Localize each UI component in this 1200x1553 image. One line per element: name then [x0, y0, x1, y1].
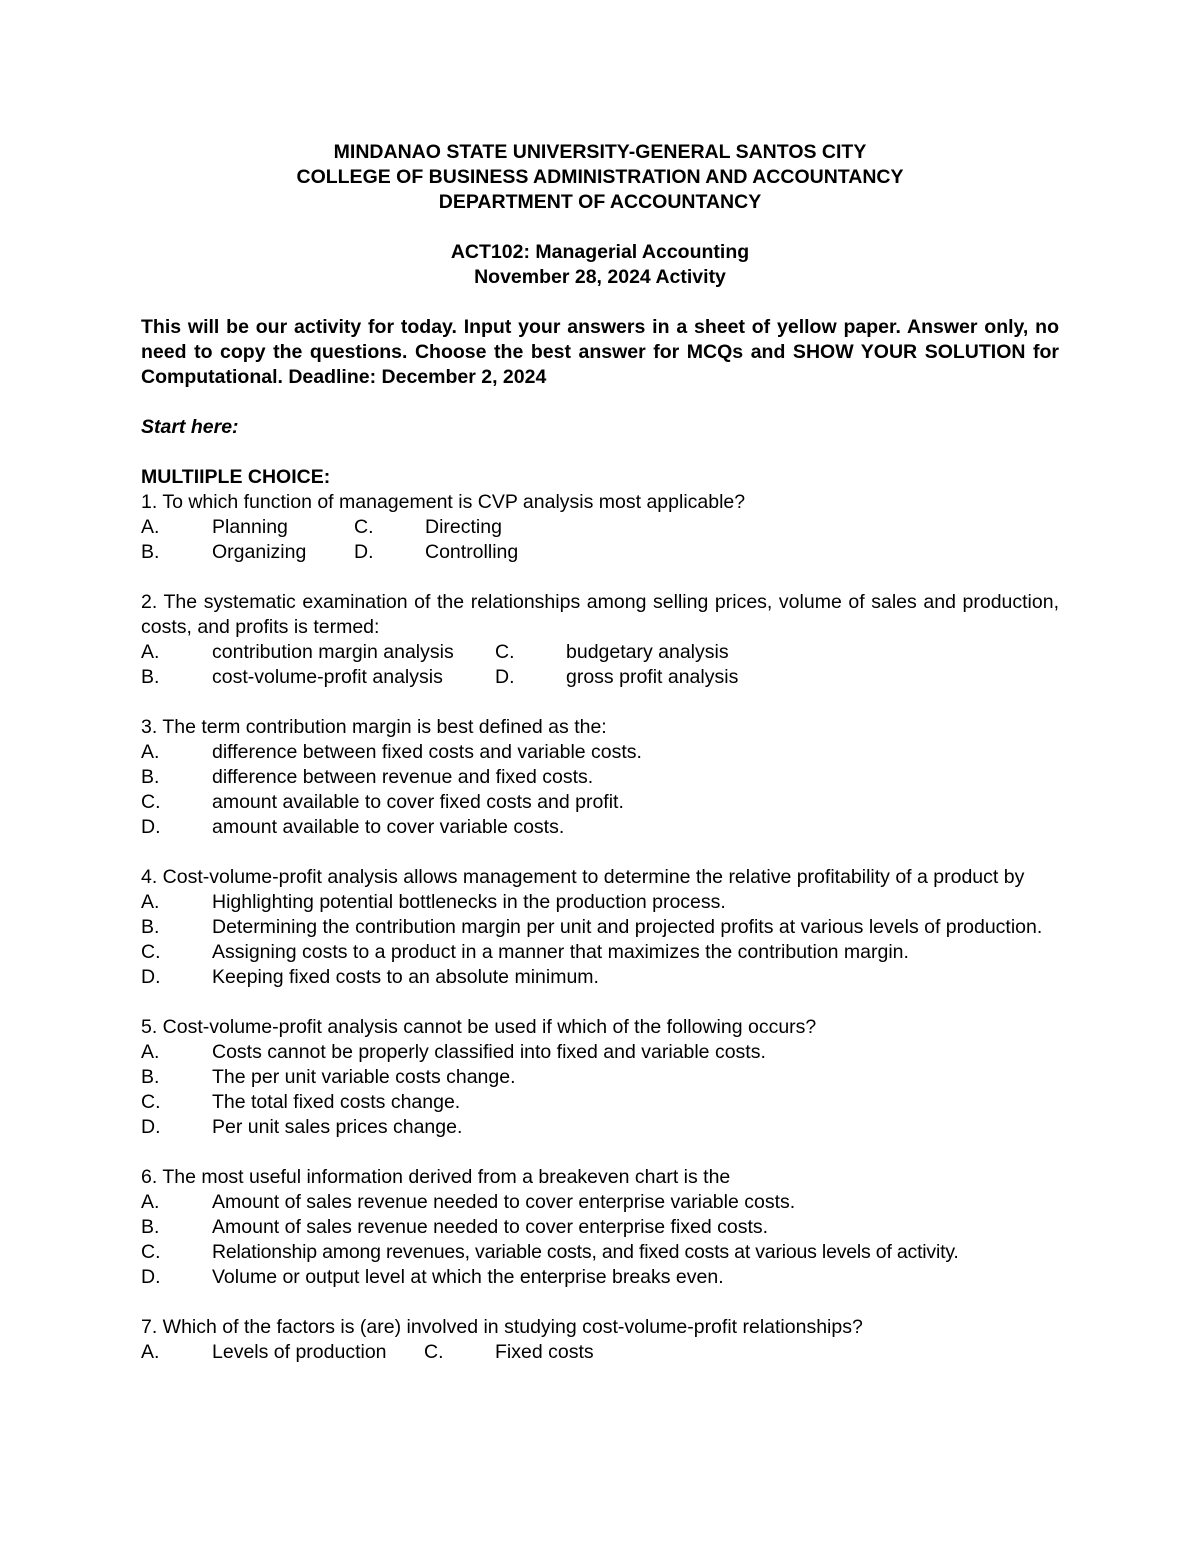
option-letter: C. [354, 516, 374, 538]
option-letter: D. [141, 1116, 161, 1138]
option-letter: C. [141, 1091, 161, 1113]
option-text: Controlling [425, 541, 519, 563]
question-text: 5. Cost-volume-profit analysis cannot be used if which of the following occurs? [141, 1016, 817, 1038]
option-text: Directing [425, 516, 502, 538]
question-text: 2. The systematic examination of the relationships among selling prices, volume of sales and production, costs, and profits is termed: [141, 591, 1059, 638]
option-letter: D. [354, 541, 374, 563]
option-b [141, 1065, 1059, 1090]
option-d [141, 1115, 1059, 1140]
question-2 [141, 590, 1059, 690]
option-grid [141, 640, 1059, 690]
option-grid [141, 1340, 1059, 1365]
option-text: Assigning costs to a product in a manner that maximizes the contribution margin. [212, 941, 909, 963]
option-text: The per unit variable costs change. [212, 1066, 516, 1088]
question-1 [141, 490, 1059, 565]
section-title: MULTIIPLE CHOICE: [141, 466, 331, 488]
option-text: cost-volume-profit analysis [212, 666, 443, 688]
option-d [141, 815, 1059, 840]
option-letter: B. [141, 541, 160, 563]
option-letter: B. [141, 1066, 160, 1088]
question-7 [141, 1315, 1059, 1365]
option-text: The total fixed costs change. [212, 1091, 461, 1113]
option-text: Levels of production [212, 1341, 387, 1363]
option-text: budgetary analysis [566, 641, 729, 663]
option-a [141, 740, 1059, 765]
option-d [141, 965, 1059, 990]
option-letter: B. [141, 916, 160, 938]
option-a [141, 1040, 1059, 1065]
option-letter: A. [141, 1041, 160, 1063]
university-name: MINDANAO STATE UNIVERSITY-GENERAL SANTOS CITY [333, 141, 867, 163]
option-d [141, 1265, 1059, 1290]
option-text: Amount of sales revenue needed to cover enterprise variable costs. [212, 1191, 796, 1213]
option-c [141, 1240, 1059, 1265]
question-6 [141, 1165, 1059, 1290]
option-a [141, 1190, 1059, 1215]
question-text: 7. Which of the factors is (are) involved in studying cost-volume-profit relationships? [141, 1316, 863, 1338]
option-letter: B. [141, 1216, 160, 1238]
option-text: Determining the contribution margin per unit and projected profits at various levels of production. [212, 916, 1043, 938]
option-letter: B. [141, 666, 160, 688]
option-text: Organizing [212, 541, 307, 563]
question-text: 1. To which function of management is CVP analysis most applicable? [141, 491, 746, 513]
option-text: Costs cannot be properly classified into fixed and variable costs. [212, 1041, 766, 1063]
question-text: 6. The most useful information derived from a breakeven chart is the [141, 1166, 731, 1188]
option-text: Volume or output level at which the enterprise breaks even. [212, 1266, 724, 1288]
option-c [141, 940, 1059, 965]
option-letter: D. [495, 666, 515, 688]
option-grid [141, 515, 1059, 565]
option-text: Per unit sales prices change. [212, 1116, 463, 1138]
option-a [141, 890, 1059, 915]
option-letter: A. [141, 741, 160, 763]
option-text: Planning [212, 516, 288, 538]
option-letter: C. [495, 641, 515, 663]
option-letter: A. [141, 516, 160, 538]
option-text: Keeping fixed costs to an absolute minimum. [212, 966, 599, 988]
option-c [141, 1090, 1059, 1115]
question-3 [141, 715, 1059, 840]
option-text: gross profit analysis [566, 666, 739, 688]
option-letter: C. [141, 941, 161, 963]
option-text: contribution margin analysis [212, 641, 454, 663]
option-text: difference between fixed costs and variable costs. [212, 741, 642, 763]
option-letter: D. [141, 1266, 161, 1288]
option-text: amount available to cover fixed costs and profit. [212, 791, 624, 813]
option-b [141, 765, 1059, 790]
question-5 [141, 1015, 1059, 1140]
option-letter: C. [141, 1241, 161, 1263]
document-body [141, 140, 1059, 1365]
option-letter: A. [141, 1341, 160, 1363]
option-letter: D. [141, 966, 161, 988]
option-text: Amount of sales revenue needed to cover enterprise fixed costs. [212, 1216, 769, 1238]
start-label: Start here: [141, 416, 239, 438]
question-text: 3. The term contribution margin is best defined as the: [141, 716, 607, 738]
department-name: DEPARTMENT OF ACCOUNTANCY [438, 191, 762, 213]
option-letter: D. [141, 816, 161, 838]
option-b [141, 1215, 1059, 1240]
option-text: Highlighting potential bottlenecks in the production process. [212, 891, 726, 913]
instructions: This will be our activity for today. Input your answers in a sheet of yellow paper. Answer only, no need to copy the questions. Choose the best answer for MCQs and SHOW YOUR SOLUTION for Computational. Deadline: December 2, 2024 [141, 316, 1059, 388]
question-4 [141, 865, 1059, 990]
option-letter: A. [141, 891, 160, 913]
option-text: Fixed costs [495, 1341, 594, 1363]
option-c [141, 790, 1059, 815]
college-name: COLLEGE OF BUSINESS ADMINISTRATION AND ACCOUNTANCY [296, 166, 904, 188]
option-text: amount available to cover variable costs. [212, 816, 565, 838]
option-text: Relationship among revenues, variable costs, and fixed costs at various levels of activity. [212, 1241, 959, 1263]
option-letter: A. [141, 1191, 160, 1213]
option-letter: B. [141, 766, 160, 788]
option-text: difference between revenue and fixed costs. [212, 766, 594, 788]
option-letter: C. [141, 791, 161, 813]
question-text: 4. Cost-volume-profit analysis allows management to determine the relative profitability of a product by [141, 866, 1025, 888]
option-letter: A. [141, 641, 160, 663]
activity-date: November 28, 2024 Activity [474, 266, 726, 288]
option-letter: C. [424, 1341, 444, 1363]
option-b [141, 915, 1059, 940]
course-title: ACT102: Managerial Accounting [450, 241, 750, 263]
